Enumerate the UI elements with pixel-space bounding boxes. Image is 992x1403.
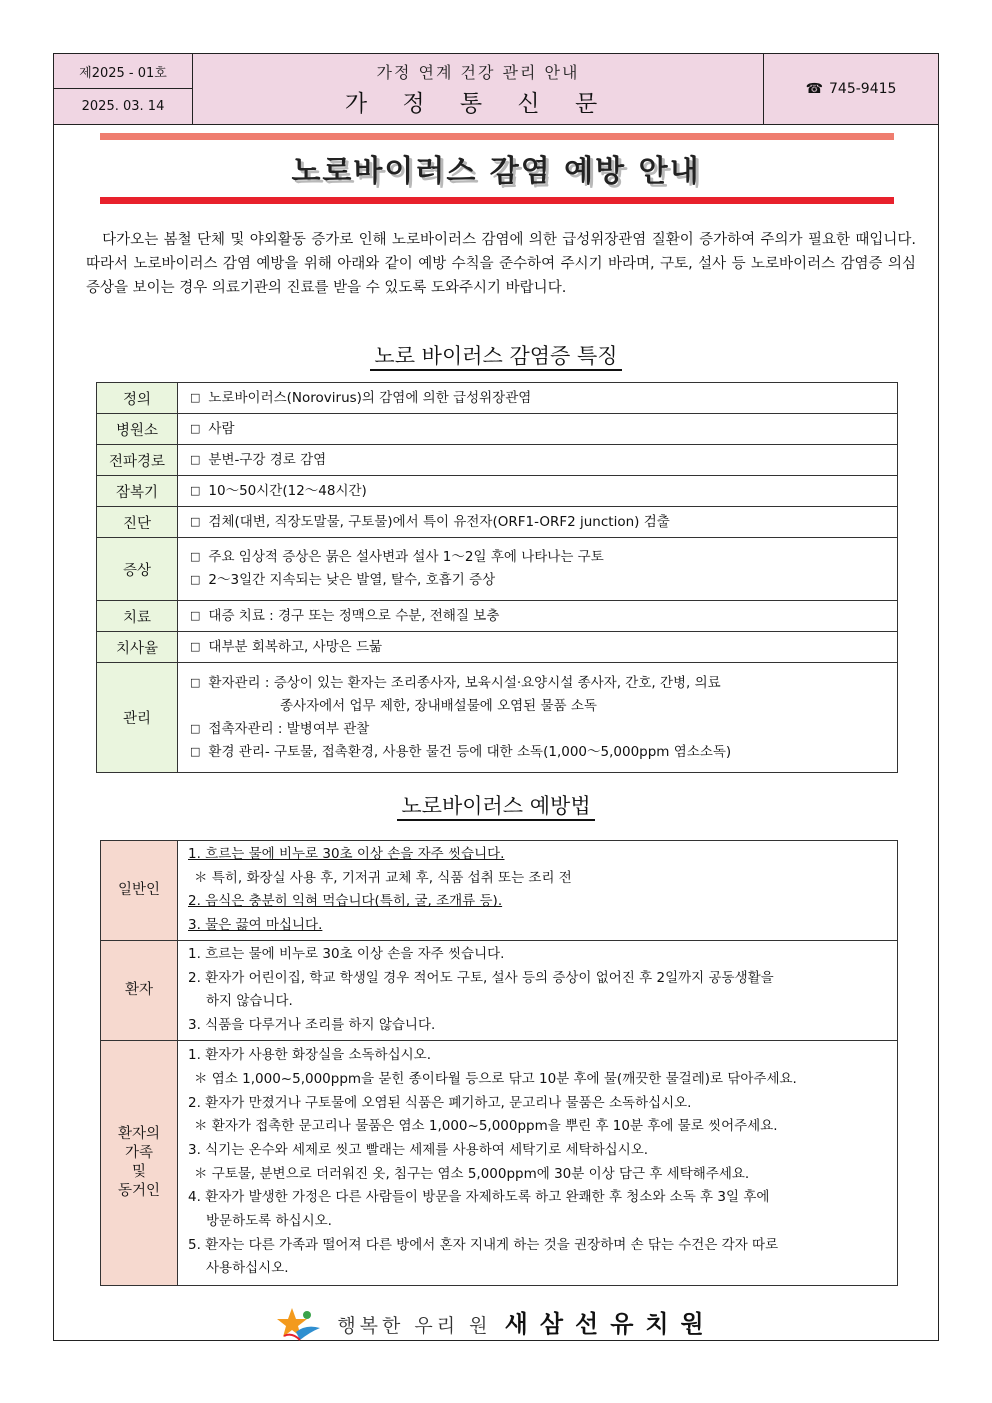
row-value (178, 663, 898, 773)
row-value (178, 1040, 898, 1285)
table-row (101, 1040, 898, 1285)
row-line: □ 분변-구강 경로 감염 (190, 449, 889, 472)
table-row (97, 601, 898, 632)
features-table (96, 382, 898, 773)
row-value (178, 632, 898, 663)
newsletter-header (54, 54, 938, 125)
label-line: 가족 (124, 1144, 153, 1161)
row-line: ＊ 염소 1,000~5,000ppm을 묻힌 종이타월 등으로 닦고 10분 후에 물(깨끗한 물걸레)로 닦아주세요. (194, 1070, 797, 1087)
row-label: 정의 (97, 383, 178, 414)
row-line: 방문하도록 하십시오. (206, 1213, 332, 1230)
header-titles (193, 54, 764, 124)
table-row (97, 507, 898, 538)
issue-date: 2025. 03. 14 (54, 89, 193, 124)
features-heading (54, 340, 938, 370)
row-line: □ 사람 (190, 418, 889, 441)
page-title: 노로바이러스 감염 예방 안내 (291, 154, 701, 189)
row-label: 전파경로 (97, 445, 178, 476)
table-row (97, 538, 898, 601)
label-line: 동거인 (117, 1182, 161, 1199)
table-row (97, 414, 898, 445)
row-line: 사용하십시오. (206, 1260, 289, 1277)
row-label: 관리 (97, 663, 178, 773)
row-line: □ 2～3일간 지속되는 낮은 발열, 탈수, 호흡기 증상 (190, 569, 889, 592)
row-label (101, 1040, 178, 1285)
row-line: 5. 환자는 다른 가족과 떨어져 다른 방에서 혼자 지내게 하는 것을 권장하며 손 닦는 수건은 각자 따로 (188, 1236, 779, 1253)
row-line: □ 접촉자관리 : 발병여부 관찰 (190, 718, 889, 741)
title-top-bar (100, 133, 894, 140)
row-line: □ 대증 치료 : 경구 또는 정맥으로 수분, 전해질 보충 (190, 605, 889, 628)
school-name: 새삼선유치원 (504, 1310, 716, 1338)
row-value (178, 601, 898, 632)
table-row (101, 940, 898, 1040)
intro-paragraph (86, 228, 916, 300)
intro-text: 다가오는 봄철 단체 및 야외활동 증가로 인해 노로바이러스 감염에 의한 급성위장관염 질환이 증가하여 주의가 필요한 때입니다. 따라서 노로바이러스 감염 예방을 위해 아래와 같이 예방 수칙을 준수하여 주시기 바라며, 구토, 설사 등 노로바이러스 감염증 의심 증상을 보이는 경우 의료기관의 진료를 받을 수 있도록 도와주시기 바랍니다. (86, 232, 916, 296)
kindergarten-logo-icon (276, 1306, 322, 1350)
row-label: 치사율 (97, 632, 178, 663)
row-line: 2. 환자가 어린이집, 학교 학생일 경우 적어도 구토, 설사 등의 증상이 없어진 후 2일까지 공동생활을 (188, 969, 774, 986)
row-line: 2. 음식은 충분히 익혀 먹습니다(특히, 굴, 조개류 등). (188, 893, 503, 910)
label-line: 환자의 (117, 1125, 161, 1142)
row-value (178, 507, 898, 538)
features-heading-text: 노로 바이러스 감염증 특징 (370, 344, 621, 371)
row-line: 3. 식품을 다루거나 조리를 하지 않습니다. (188, 1016, 436, 1033)
row-line: 종사자에서 업무 제한, 장내배설물에 오염된 물품 소독 (280, 697, 597, 714)
row-line: 3. 식기는 온수와 세제로 씻고 빨래는 세제를 사용하여 세탁기로 세탁하십시오. (188, 1141, 649, 1158)
table-row (97, 632, 898, 663)
phone-number: 745-9415 (829, 81, 897, 97)
footer (54, 1304, 938, 1350)
row-line: 2. 환자가 만졌거나 구토물에 오염된 식품은 폐기하고, 문고리나 물품은 소독하십시오. (188, 1094, 692, 1111)
row-line: 1. 흐르는 물에 비누로 30초 이상 손을 자주 씻습니다. (188, 846, 505, 862)
row-line: ＊ 환자가 접촉한 문고리나 물품은 염소 1,000~5,000ppm을 뿌린 후 10분 후에 물로 씻어주세요. (194, 1118, 778, 1135)
row-label: 증상 (97, 538, 178, 601)
footer-slogan: 행복한 우리 원 (337, 1315, 492, 1337)
prevention-heading (54, 790, 938, 820)
row-label: 환자 (101, 940, 178, 1040)
row-line: 하지 않습니다. (206, 993, 293, 1010)
row-value (178, 476, 898, 507)
row-line: □ 검체(대변, 직장도말물, 구토물)에서 특이 유전자(ORF1-ORF2 junction) 검출 (190, 511, 889, 534)
phone-icon: ☎ (805, 81, 824, 97)
row-line: 3. 물은 끓여 마십니다. (188, 917, 323, 934)
row-value (178, 445, 898, 476)
row-line: □ 10～50시간(12～48시간) (190, 480, 889, 503)
row-line: □ 환자관리 : 증상이 있는 환자는 조리종사자, 보육시설·요양시설 종사자, 간호, 간병, 의료 (190, 672, 889, 695)
row-label: 진단 (97, 507, 178, 538)
table-row (97, 476, 898, 507)
row-line: ＊ 특히, 화장실 사용 후, 기저귀 교체 후, 식품 섭취 또는 조리 전 (194, 869, 572, 886)
title-bottom-bar (100, 197, 894, 204)
row-value (178, 414, 898, 445)
row-line: □ 환경 관리- 구토물, 접촉환경, 사용한 물건 등에 대한 소독(1,000～5,000ppm 염소소독) (190, 741, 889, 764)
newsletter-frame (53, 53, 939, 1341)
prevention-table (100, 840, 898, 1286)
issue-number: 제2025 - 01호 (54, 54, 193, 89)
prevention-heading-text: 노로바이러스 예방법 (397, 794, 594, 821)
row-line: ＊ 구토물, 분변으로 더러워진 옷, 침구는 염소 5,000ppm에 30분 이상 담근 후 세탁해주세요. (194, 1165, 750, 1182)
row-value (178, 940, 898, 1040)
row-label: 일반인 (101, 841, 178, 941)
table-row (97, 383, 898, 414)
row-value (178, 538, 898, 601)
row-label: 치료 (97, 601, 178, 632)
row-line: 1. 흐르는 물에 비누로 30초 이상 손을 자주 씻습니다. (188, 945, 505, 962)
table-row (101, 841, 898, 941)
row-line: □ 주요 임상적 증상은 묽은 설사변과 설사 1～2일 후에 나타나는 구토 (190, 546, 889, 569)
label-line: 및 (131, 1163, 146, 1180)
row-value (178, 383, 898, 414)
row-line: □ 대부분 회복하고, 사망은 드묾 (190, 636, 889, 659)
header-subtitle: 가정 연계 건강 관리 안내 (376, 63, 580, 82)
header-title: 가 정 통 신 문 (344, 91, 612, 117)
row-label: 병원소 (97, 414, 178, 445)
row-label: 잠복기 (97, 476, 178, 507)
phone-box (764, 54, 938, 124)
table-row (97, 663, 898, 773)
row-value (178, 841, 898, 941)
row-line: 1. 환자가 사용한 화장실을 소독하십시오. (188, 1047, 431, 1064)
row-line: □ 노로바이러스(Norovirus)의 감염에 의한 급성위장관염 (190, 387, 889, 410)
table-row (97, 445, 898, 476)
row-line: 4. 환자가 발생한 가정은 다른 사람들이 방문을 자제하도록 하고 완쾌한 후 청소와 소독 후 3일 후에 (188, 1189, 770, 1206)
